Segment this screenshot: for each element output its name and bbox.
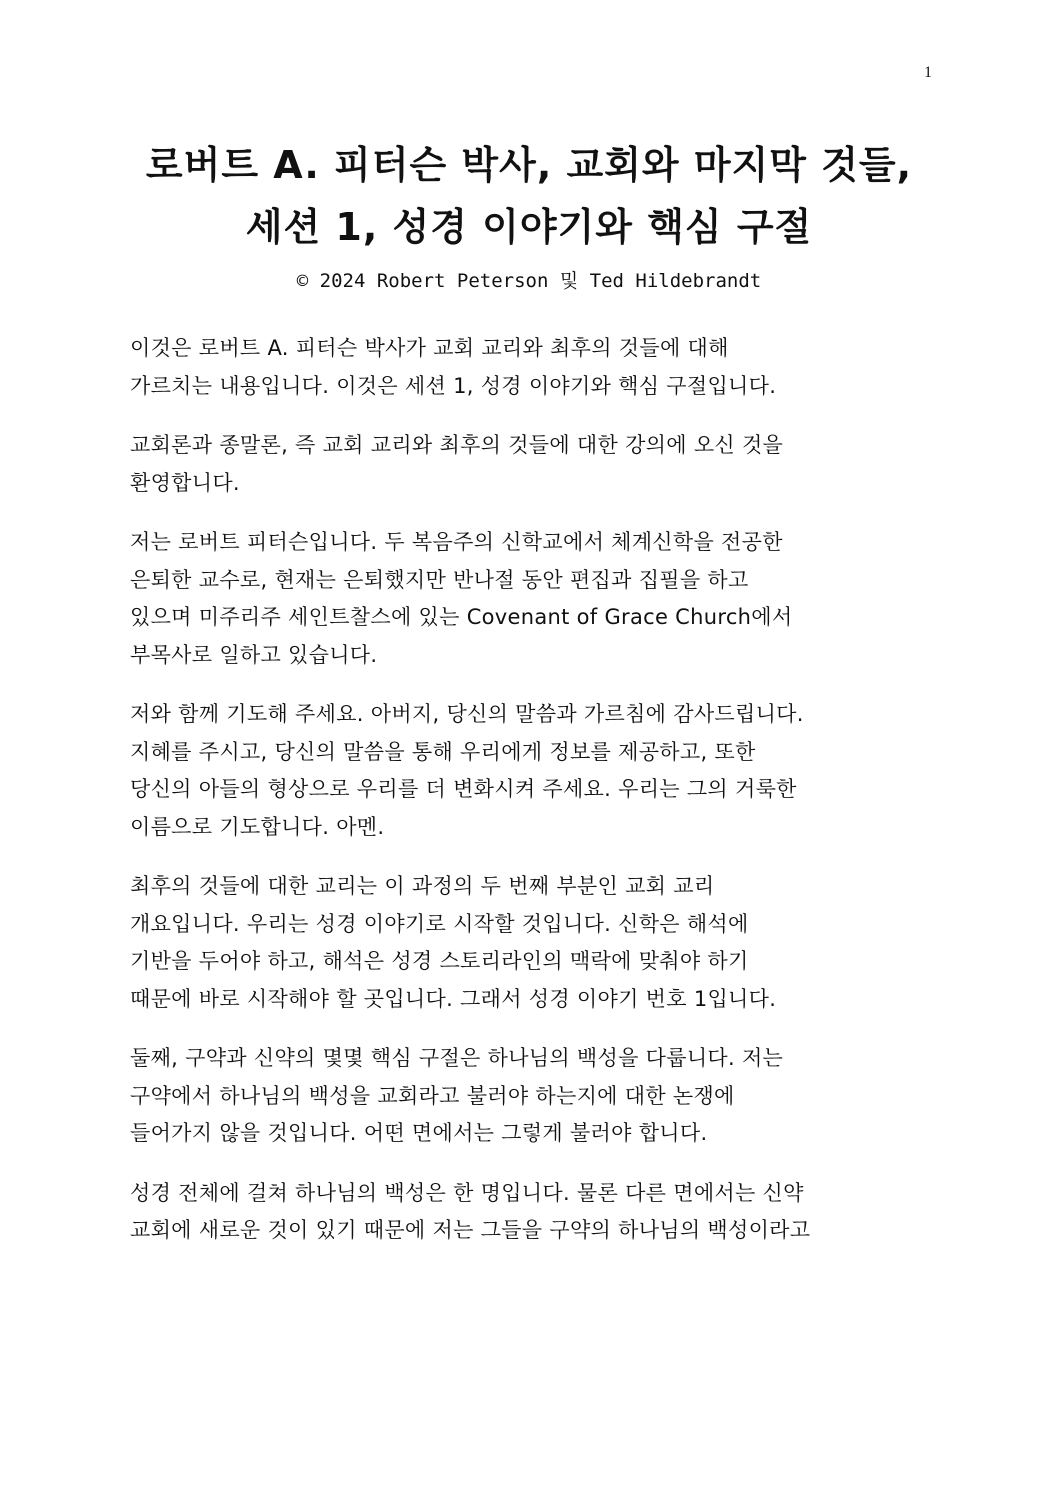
paragraph-2 — [130, 427, 930, 502]
paragraph-line: 은퇴한 교수로, 현재는 은퇴했지만 반나절 동안 편집과 집필을 하고 — [130, 567, 749, 592]
paragraph-line: 이름으로 기도합니다. 아멘. — [130, 814, 385, 839]
paragraph-line: 교회론과 종말론, 즉 교회 교리와 최후의 것들에 대한 강의에 오신 것을 — [130, 433, 784, 457]
paragraph-line: 구약에서 하나님의 백성을 교회라고 불러야 하는지에 대한 논쟁에 — [130, 1083, 735, 1108]
paragraph-3 — [130, 524, 930, 674]
document-title — [110, 134, 948, 258]
paragraph-line: 들어가지 않을 것입니다. 어떤 면에서는 그렇게 불러야 합니다. — [130, 1121, 708, 1145]
paragraph-line: 둘째, 구약과 신약의 몇몇 핵심 구절은 하나님의 백성을 다룹니다. 저는 — [130, 1046, 784, 1070]
paragraph-line: 있으며 미주리주 세인트찰스에 있는 Covenant of Grace Church에서 — [130, 605, 793, 629]
title-line-2: 세션 1, 성경 이야기와 핵심 구절 — [245, 205, 813, 249]
paragraph-7 — [130, 1175, 930, 1250]
copyright-notice: © 2024 Robert Peterson 및 Ted Hildebrandt — [296, 270, 762, 292]
paragraph-6 — [130, 1040, 930, 1153]
paragraph-line: 이것은 로버트 A. 피터슨 박사가 교회 교리와 최후의 것들에 대해 — [130, 336, 729, 360]
paragraph-line: 저는 로버트 피터슨입니다. 두 복음주의 신학교에서 체계신학을 전공한 — [130, 530, 783, 554]
paragraph-line: 기반을 두어야 하고, 해석은 성경 스토리라인의 맥락에 맞춰야 하기 — [130, 949, 749, 973]
paragraph-line: 가르치는 내용입니다. 이것은 세션 1, 성경 이야기와 핵심 구절입니다. — [130, 373, 777, 398]
paragraph-line: 최후의 것들에 대한 교리는 이 과정의 두 번째 부분인 교회 교리 — [130, 874, 715, 898]
paragraph-1 — [130, 330, 930, 405]
title-line-1: 로버트 A. 피터슨 박사, 교회와 마지막 것들, — [145, 143, 913, 187]
paragraph-line: 부목사로 일하고 있습니다. — [130, 642, 378, 667]
paragraph-line: 성경 전체에 걸쳐 하나님의 백성은 한 명입니다. 물론 다른 면에서는 신약 — [130, 1180, 804, 1205]
paragraph-5 — [130, 868, 930, 1018]
page-number: 1 — [924, 64, 932, 81]
paragraph-line: 개요입니다. 우리는 성경 이야기로 시작할 것입니다. 신학은 해석에 — [130, 911, 749, 936]
paragraph-line: 교회에 새로운 것이 있기 때문에 저는 그들을 구약의 하나님의 백성이라고 — [130, 1218, 811, 1242]
paragraph-line: 환영합니다. — [130, 470, 240, 495]
paragraph-line: 당신의 아들의 형상으로 우리를 더 변화시켜 주세요. 우리는 그의 거룩한 — [130, 777, 797, 801]
paragraph-line: 저와 함께 기도해 주세요. 아버지, 당신의 말씀과 가르침에 감사드립니다. — [130, 702, 804, 726]
body-text — [130, 330, 930, 1272]
paragraph-line: 지혜를 주시고, 당신의 말씀을 통해 우리에게 정보를 제공하고, 또한 — [130, 739, 756, 764]
paragraph-4 — [130, 696, 930, 846]
paragraph-line: 때문에 바로 시작해야 할 곳입니다. 그래서 성경 이야기 번호 1입니다. — [130, 986, 777, 1011]
